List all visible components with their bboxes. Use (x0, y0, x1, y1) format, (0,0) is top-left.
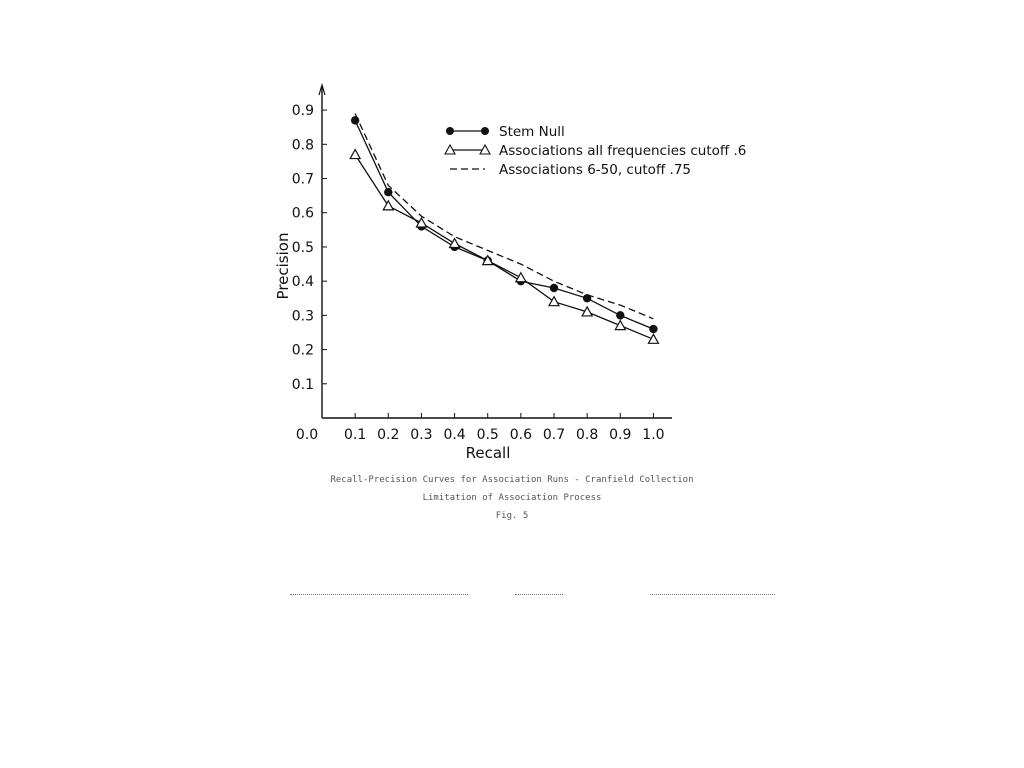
y-tick-label: 0.5 (291, 239, 314, 256)
data-point-associations-all (648, 334, 658, 343)
y-tick-label: 0.4 (291, 274, 314, 291)
y-axis-title: Precision (274, 232, 292, 300)
data-point-stem-null (550, 284, 558, 292)
legend-label-3: Associations 6-50, cutoff .75 (499, 162, 692, 178)
data-point-associations-all (516, 273, 526, 282)
legend-label-2: Associations all frequencies cutoff .6 (499, 143, 747, 159)
origin-label: 0.0 (295, 427, 319, 443)
axes (319, 85, 672, 418)
x-axis-title: Recall (465, 444, 511, 462)
x-tick-label: 0.9 (609, 427, 632, 443)
x-tick-label: 0.8 (576, 427, 599, 443)
data-point-associations-all (383, 201, 393, 210)
data-point-stem-null (649, 325, 657, 333)
data-point-stem-null (616, 311, 624, 319)
legend-label-1: Stem Null (499, 124, 565, 140)
y-tick-label: 0.9 (291, 103, 314, 120)
legend (445, 124, 746, 178)
y-tick-label: 0.3 (291, 308, 314, 325)
x-tick-label: 1.0 (642, 427, 665, 443)
x-tick-label: 0.6 (509, 427, 532, 443)
figure-caption-line1: Recall-Precision Curves for Association Runs - Cranfield Collection (330, 475, 694, 485)
footer-rule-right (650, 594, 775, 595)
data-point-stem-null (384, 188, 392, 196)
y-tick-label: 0.8 (291, 137, 314, 154)
x-tick-label: 0.1 (344, 427, 367, 443)
x-tick-label: 0.3 (410, 427, 433, 443)
x-tick-label: 0.4 (443, 427, 466, 443)
x-tick-label: 0.7 (542, 427, 566, 443)
data-point-associations-all (549, 297, 559, 306)
y-tick-label: 0.2 (291, 342, 314, 359)
x-tick-label: 0.5 (476, 427, 499, 443)
figure-caption-line2: Limitation of Association Process (422, 493, 602, 503)
data-point-stem-null (351, 116, 359, 124)
y-tick-label: 0.7 (291, 171, 314, 188)
x-tick-label: 0.2 (377, 427, 400, 443)
figure-caption-fig-number: Fig. 5 (495, 511, 529, 521)
legend-marker-circle (446, 127, 454, 135)
legend-marker-circle (481, 127, 489, 135)
y-tick-label: 0.1 (291, 376, 314, 393)
y-tick-label: 0.6 (291, 205, 314, 222)
data-point-associations-all (350, 150, 360, 159)
footer-rule-middle (515, 594, 563, 595)
data-point-associations-all (450, 239, 460, 248)
series-line-2 (355, 155, 653, 340)
data-point-associations-all (615, 321, 625, 330)
footer-rule-left (290, 594, 468, 595)
